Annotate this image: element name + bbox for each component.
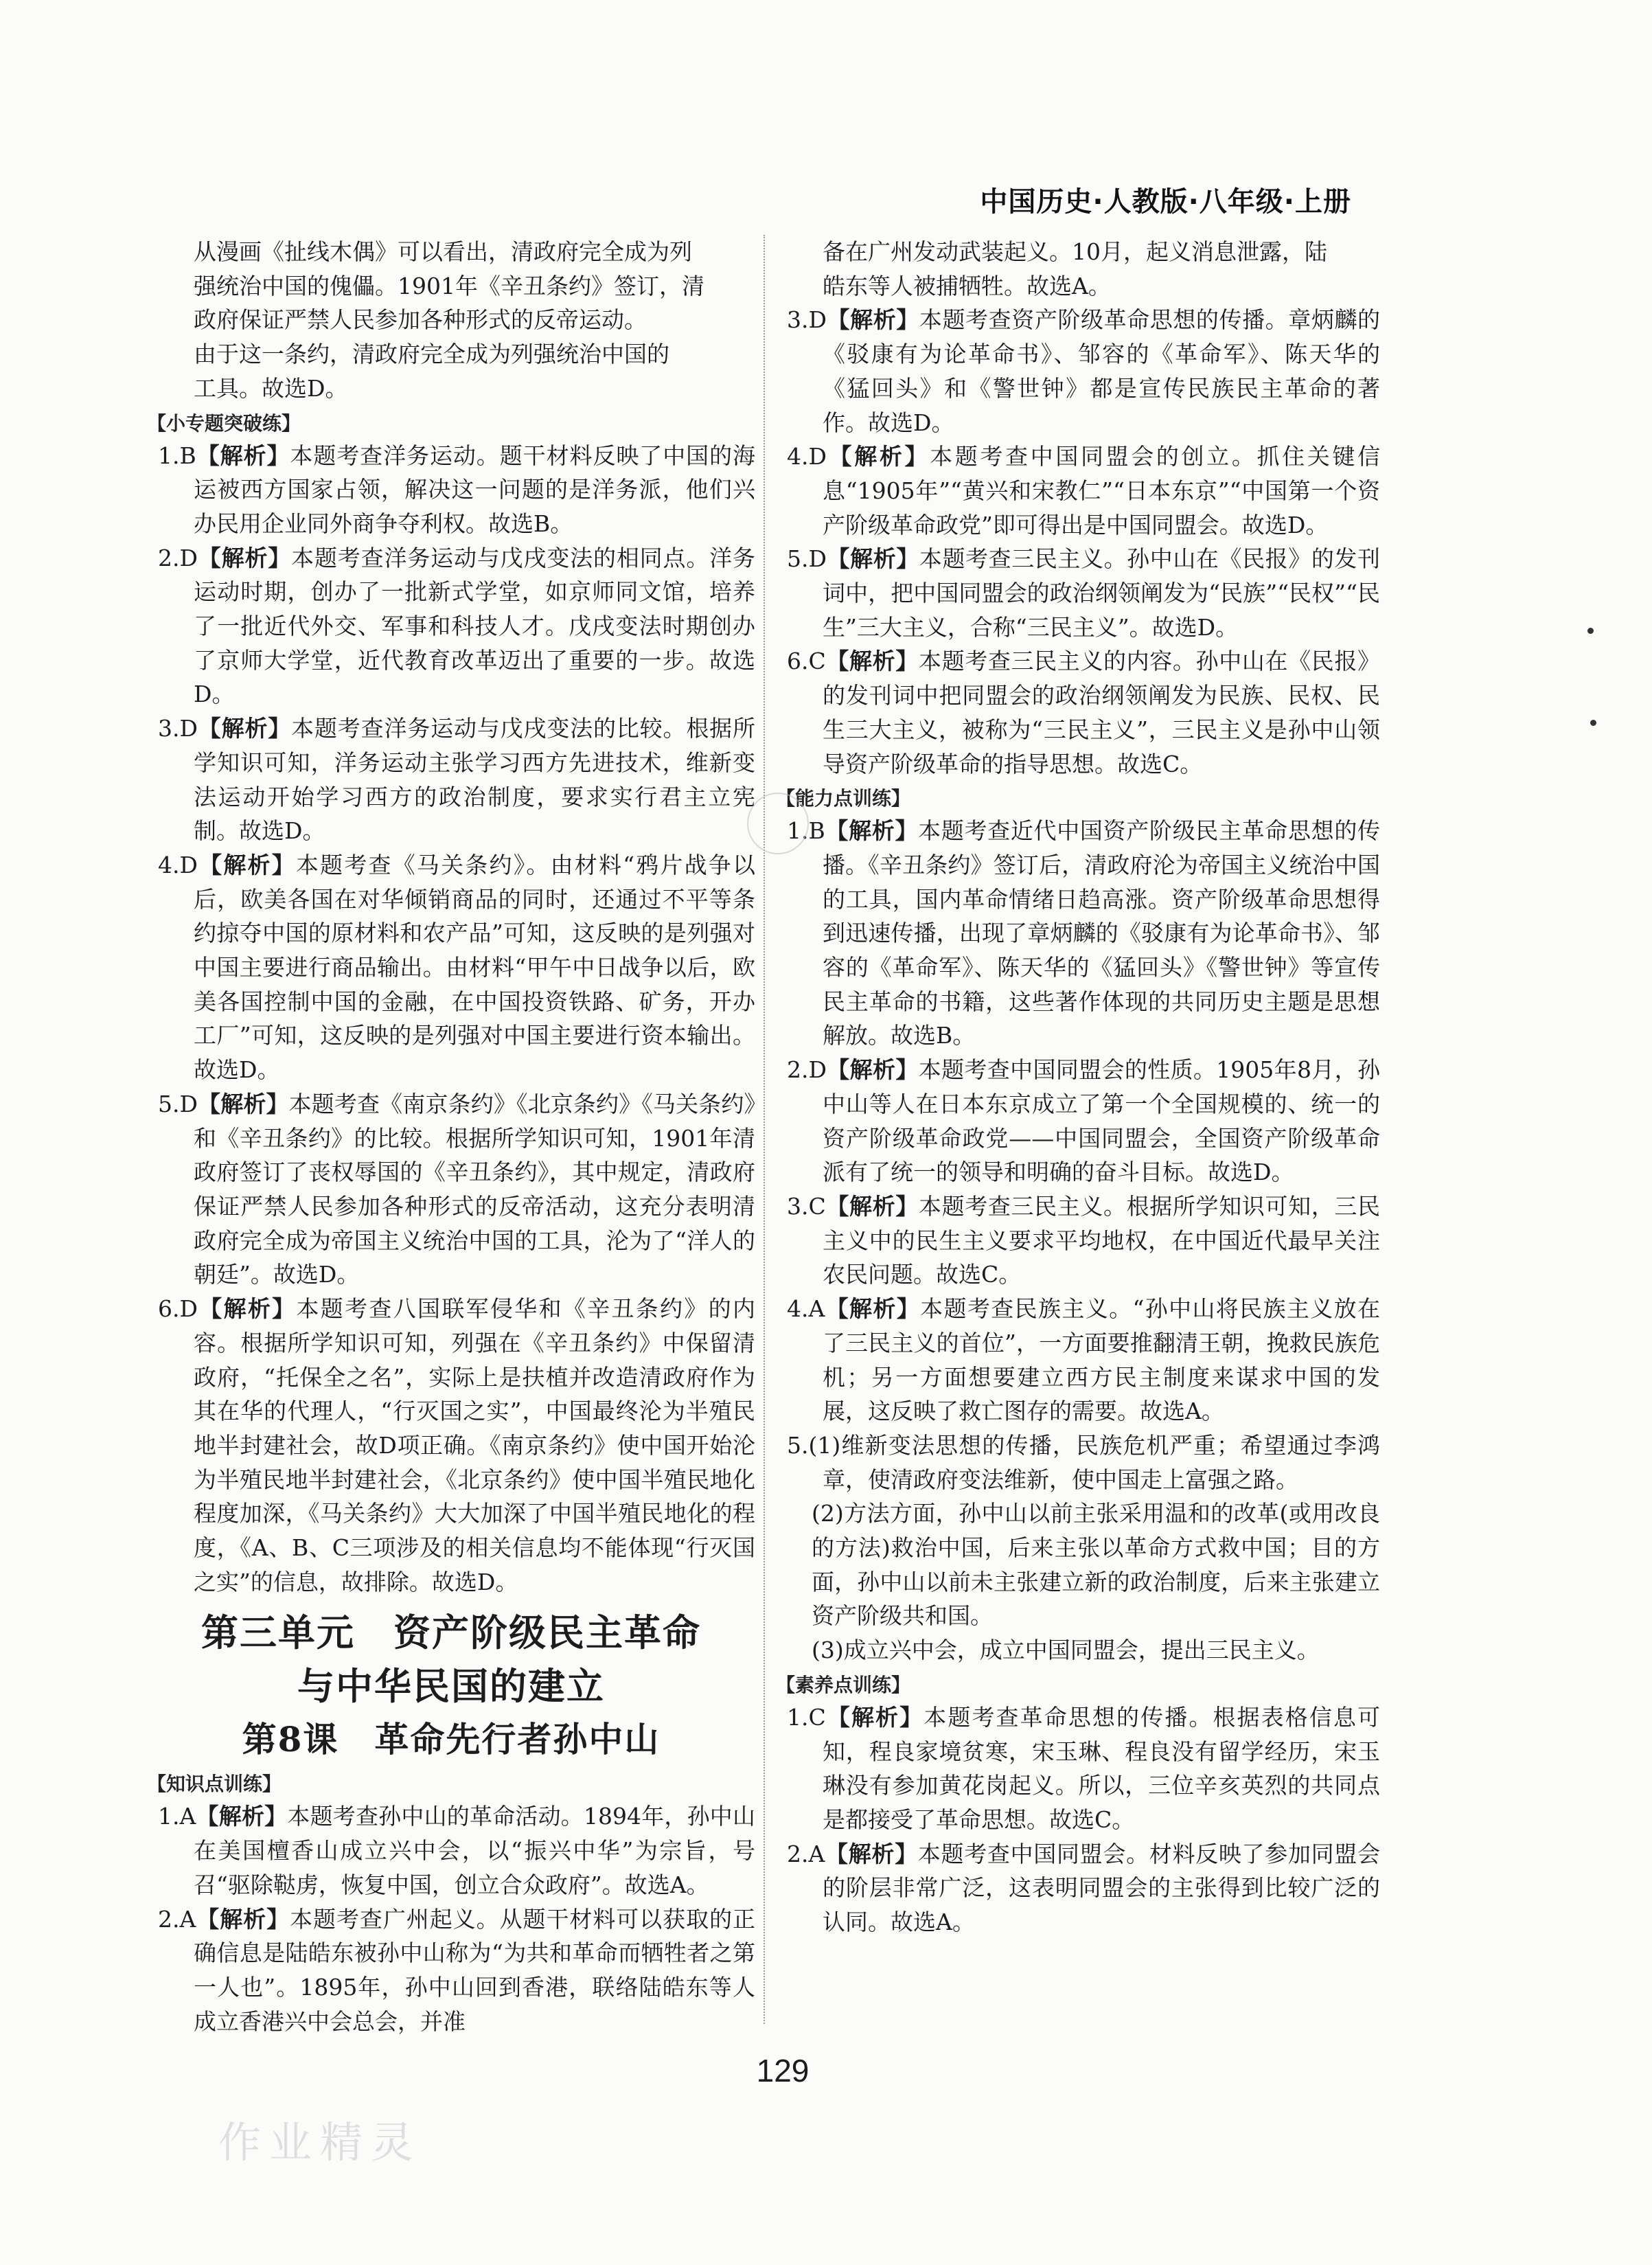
answer-text: 本题考查洋务运动与戊戌变法的比较。根据所学知识可知，洋务运动主张学习西方先进技术，维新变法运动开始学习西方的政治制度，要求实行君主立宪制。故选D。 xyxy=(194,715,756,845)
analysis-label: 【解析】 xyxy=(826,306,919,334)
answer-text: 本题考查资产阶级革命思想的传播。章炳麟的《驳康有为论革命书》、邹容的《革命军》、陈天华的《猛回头》和《警世钟》都是宣传民族民主革命的著作。故选D。 xyxy=(823,306,1381,436)
answer-text: 本题考查中国同盟会。材料反映了参加同盟会的阶层非常广泛，这表明同盟会的主张得到比较广泛的认同。故选A。 xyxy=(823,1840,1381,1936)
margin-dot xyxy=(1590,720,1596,726)
text-line: 从漫画《扯线木偶》可以看出，清政府完全成为列 xyxy=(194,238,692,265)
answer-item xyxy=(776,1292,1380,1429)
text-line: 皓东等人被捕牺牲。故选A。 xyxy=(823,272,1111,299)
intro-paragraph xyxy=(147,235,755,406)
analysis-label: 【解析】 xyxy=(825,648,919,675)
analysis-label: 【解析】 xyxy=(197,851,296,878)
section-tag: 【能力点训练】 xyxy=(776,787,911,810)
answer-number: 5.D xyxy=(158,1090,198,1117)
answer-item xyxy=(147,1292,755,1599)
answer-item xyxy=(776,1700,1380,1837)
answer-item xyxy=(147,1087,755,1292)
unit-title-line: 第三单元 资产阶级民主革命 xyxy=(201,1610,701,1655)
answer-number: 5. xyxy=(787,1431,809,1459)
answer-number: 2.A xyxy=(158,1905,196,1933)
answer-text: 本题考查三民主义的内容。孙中山在《民报》的发刊词中把同盟会的政治纲领阐发为民族、民权、民生三大主义，被称为“三民主义”，三民主义是孙中山领导资产阶级革命的指导思想。故选C。 xyxy=(823,648,1381,777)
right-column xyxy=(776,235,1380,1939)
answer-number: 3.C xyxy=(787,1192,826,1220)
answer-item xyxy=(147,541,755,712)
left-column xyxy=(147,235,755,2038)
answer-item xyxy=(147,439,755,541)
unit-title-line: 与中华民国的建立 xyxy=(297,1664,605,1709)
answer-text: 本题考查孙中山的革命活动。1894年，孙中山在美国檀香山成立兴中会，以“振兴中华”为宗旨，号召“驱除鞑虏，恢复中国，创立合众政府”。故选A。 xyxy=(194,1803,756,1898)
section-tag: 【小专题突破练】 xyxy=(147,411,301,435)
answer-item xyxy=(776,1053,1380,1190)
answer-list xyxy=(776,1700,1380,1939)
answer-text: 本题考查三民主义。孙中山在《民报》的发刊词中，把中国同盟会的政治纲领阐发为“民族”“民权”“民生”三大主义，合称“三民主义”。故选D。 xyxy=(823,545,1381,641)
answer-text: 本题考查中国同盟会的性质。1905年8月，孙中山等人在日本东京成立了第一个全国规模的、统一的资产阶级革命政党——中国同盟会，全国资产阶级革命派有了统一的领导和明确的奋斗目标。故选D。 xyxy=(823,1056,1381,1186)
answer-text: 本题考查广州起义。从题干材料可以获取的正确信息是陆皓东被孙中山称为“为共和革命而牺牲者之第一人也”。1895年，孙中山回到香港，联络陆皓东等人成立香港兴中会总会，并准 xyxy=(194,1905,756,2035)
answer-text: (1)维新变法思想的传播，民族危机严重；希望通过李鸿章，使清政府变法维新，使中国走上富强之路。 xyxy=(808,1431,1380,1493)
analysis-label: 【解析】 xyxy=(197,1090,289,1117)
answer-text: 本题考查革命思想的传播。根据表格信息可知，程良家境贫寒，宋玉琳、程良没有留学经历，宋玉琳没有参加黄花岗起义。所以，三位辛亥英烈的共同点是都接受了革命思想。故选C。 xyxy=(823,1703,1381,1833)
answer-item xyxy=(776,542,1380,644)
answer-text: 本题考查中国同盟会的创立。抓住关键信息“1905年”“黄兴和宋教仁”“日本东京”“中国第一个资产阶级革命政党”即可得出是中国同盟会。故选D。 xyxy=(823,443,1381,538)
answer-item xyxy=(147,1902,755,2039)
text-line: 备在广州发动武装起义。10月，起义消息泄露，陆 xyxy=(823,238,1327,265)
answer-item xyxy=(776,1429,1380,1496)
answer-number: 5.D xyxy=(787,545,827,573)
analysis-label: 【解析】 xyxy=(825,1840,918,1867)
answer-item xyxy=(147,1799,755,1902)
answer-number: 2.D xyxy=(787,1056,827,1084)
analysis-label: 【解析】 xyxy=(825,1703,924,1731)
answer-number: 1.C xyxy=(787,1703,826,1731)
answer-subpart: (3)成立兴中会，成立中国同盟会，提出三民主义。 xyxy=(812,1637,1320,1664)
continued-paragraph xyxy=(776,235,1380,303)
analysis-label: 【解析】 xyxy=(197,1295,297,1323)
answer-item xyxy=(776,814,1380,1053)
analysis-label: 【解析】 xyxy=(825,817,919,845)
answer-item xyxy=(147,848,755,1087)
answer-item xyxy=(776,1190,1380,1292)
analysis-label: 【解析】 xyxy=(197,544,292,571)
answer-text: 本题考查三民主义。根据所学知识可知，三民主义中的民生主义要求平均地权，在中国近代最早关注农民问题。故选C。 xyxy=(823,1192,1381,1288)
answer-text: 本题考查《南京条约》《北京条约》《马关条约》和《辛丑条约》的比较。根据所学知识可知，1901年清政府签订了丧权辱国的《辛丑条约》，其中规定，清政府保证严禁人民参加各种形式的反帝活动，这充分表明清政府完全成为帝国主义统治中国的工具，沦为了“洋人的朝廷”。故选D。 xyxy=(194,1090,756,1288)
analysis-label: 【解析】 xyxy=(826,443,930,470)
answer-number: 6.C xyxy=(787,648,826,675)
answer-number: 3.D xyxy=(787,306,827,334)
answer-list xyxy=(147,439,755,1600)
answer-item xyxy=(776,644,1380,781)
answer-text: 本题考查八国联军侵华和《辛丑条约》的内容。根据所学知识可知，列强在《辛丑条约》中保留清政府，“托保全之名”，实际上是扶植并改造清政府作为其在华的代理人，“行灭国之实”，中国最终沦为半殖民地半封建社会，故D项正确。《南京条约》使中国开始沦为半殖民地半封建社会，《北京条约》使中国半殖民地化程度加深，《马关条约》大大加深了中国半殖民地化的程度，《A、B、C三项涉及的相关信息均不能体现“行灭国之实”的信息，故排除。故选D。 xyxy=(194,1295,756,1595)
answer-list xyxy=(776,303,1380,781)
answer-number: 1.A xyxy=(158,1803,196,1830)
page-header: 中国历史·人教版·八年级·上册 xyxy=(980,186,1351,218)
analysis-label: 【解析】 xyxy=(196,1905,290,1933)
column-divider xyxy=(764,235,765,2024)
text-line: 工具。故选D。 xyxy=(194,374,348,402)
section-tag: 【素养点训练】 xyxy=(776,1673,911,1696)
text-line: 政府保证严禁人民参加各种形式的反帝运动。 xyxy=(194,306,647,334)
answer-number: 2.D xyxy=(158,544,198,571)
answer-number: 1.B xyxy=(787,817,825,845)
section-tag: 【知识点训练】 xyxy=(147,1773,282,1796)
analysis-label: 【解析】 xyxy=(825,1192,919,1220)
unit-title xyxy=(147,1606,755,1713)
analysis-label: 【解析】 xyxy=(197,715,292,742)
answer-number: 1.B xyxy=(158,442,196,469)
answer-number: 2.A xyxy=(787,1840,825,1867)
answer-item xyxy=(776,1837,1380,1939)
analysis-label: 【解析】 xyxy=(196,442,290,469)
answer-text: 本题考查洋务运动与戊戌变法的相同点。洋务运动时期，创办了一批新式学堂，如京师同文馆，培养了一批近代外交、军事和科技人才。戊戌变法时期创办了京师大学堂，近代教育改革迈出了重要的一步。故选D。 xyxy=(194,544,756,708)
watermark: 作业精灵 xyxy=(218,2117,422,2167)
answer-number: 6.D xyxy=(158,1295,198,1323)
lesson-title: 第8课 革命先行者孙中山 xyxy=(242,1719,661,1760)
faint-stamp xyxy=(747,793,809,854)
analysis-label: 【解析】 xyxy=(825,1295,921,1323)
answer-number: 4.A xyxy=(787,1295,825,1323)
answer-text: 本题考查近代中国资产阶级民主革命思想的传播。《辛丑条约》签订后，清政府沦为帝国主义统治中国的工具，国内革命情绪日趋高涨。资产阶级革命思想得到迅速传播，出现了章炳麟的《驳康有为论革命书》、邹容的《革命军》、陈天华的《猛回头》《警世钟》等宣传民主革命的书籍，这些著作体现的共同历史主题是思想解放。故选B。 xyxy=(823,817,1381,1049)
analysis-label: 【解析】 xyxy=(196,1803,288,1830)
analysis-label: 【解析】 xyxy=(826,1056,919,1084)
answer-number: 3.D xyxy=(158,715,198,742)
text-line: 强统治中国的傀儡。1901年《辛丑条约》签订，清 xyxy=(194,272,704,299)
answer-list xyxy=(147,1799,755,2038)
answer-text: 本题考查《马关条约》。由材料“鸦片战争以后，欧美各国在对华倾销商品的同时，还通过不平等条约掠夺中国的原材料和农产品”可知，这反映的是列强对中国主要进行商品输出。由材料“甲午中日战争以后，欧美各国控制中国的金融，在中国投资铁路、矿务，开办工厂”可知，这反映的是列强对中国主要进行资本输出。故选D。 xyxy=(194,851,756,1084)
answer-item xyxy=(776,303,1380,440)
answer-item xyxy=(776,440,1380,542)
analysis-label: 【解析】 xyxy=(826,545,919,573)
page-number: 129 xyxy=(756,2053,810,2088)
answer-item xyxy=(147,712,755,848)
answer-number: 4.D xyxy=(787,443,827,470)
answer-list xyxy=(776,814,1380,1668)
answer-subpart: (2)方法方面，孙中山以前主张采用温和的改革(或用改良的方法)救治中国，后来主张以革命方式救中国；目的方面，孙中山以前未主张建立新的政治制度，后来主张建立资产阶级共和国。 xyxy=(812,1500,1380,1630)
answer-text: 本题考查民族主义。“孙中山将民族主义放在了三民主义的首位”，一方面要推翻清王朝，挽救民族危机；另一方面想要建立西方民主制度来谋求中国的发展，这反映了救亡图存的需要。故选A。 xyxy=(823,1295,1381,1425)
answer-number: 4.D xyxy=(158,851,198,878)
margin-dot xyxy=(1587,628,1594,634)
text-line: 由于这一条约，清政府完全成为列强统治中国的 xyxy=(194,341,669,368)
answer-text: 本题考查洋务运动。题干材料反映了中国的海运被西方国家占领，解决这一问题的是洋务派，他们兴办民用企业同外商争夺利权。故选B。 xyxy=(194,442,756,537)
